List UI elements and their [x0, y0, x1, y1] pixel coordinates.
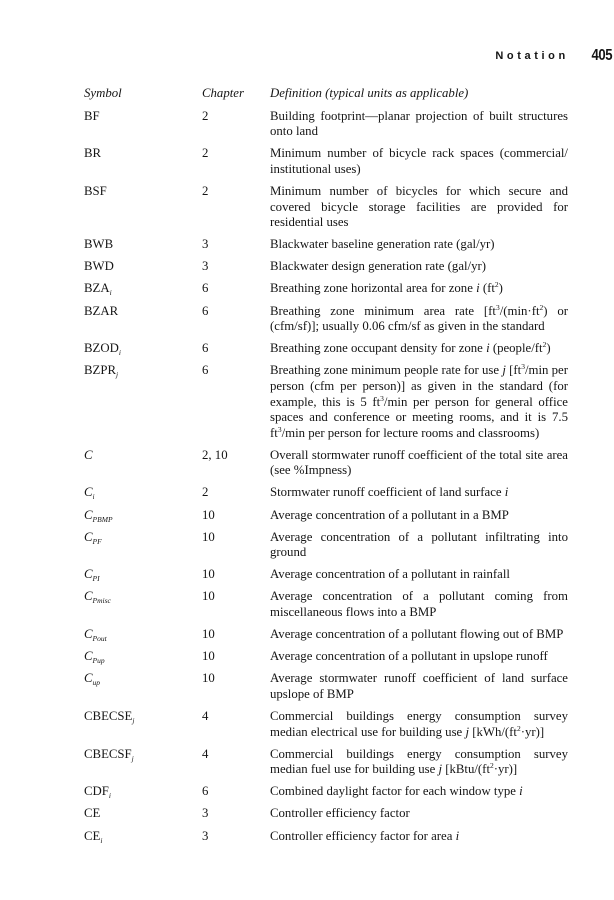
definition-text: ) — [498, 281, 503, 296]
symbol-text: C — [84, 447, 93, 462]
definition-cell — [270, 806, 568, 822]
symbol-subscript: up — [92, 678, 101, 688]
column-header-chapter: Chapter — [202, 86, 244, 100]
table-row — [84, 784, 568, 800]
symbol-cell — [84, 709, 202, 740]
definition-text: i — [476, 281, 480, 296]
definition-cell — [270, 649, 568, 665]
definition-text: /min per person for lecture rooms and classrooms) — [281, 425, 540, 440]
definition-text: j — [438, 762, 443, 777]
chapter-cell: 3 — [202, 806, 209, 821]
chapter-cell: 6 — [202, 363, 209, 378]
symbol-cell — [84, 281, 202, 297]
symbol-text: C — [84, 649, 93, 664]
definition-text: /min per person for general office spaces and conference or meeting rooms, and it is 7.5 ft — [270, 394, 568, 440]
chapter-cell: 2 — [202, 485, 209, 500]
definition-cell — [270, 747, 568, 778]
symbol-text: C — [84, 671, 93, 686]
definition-text: (ft — [479, 281, 495, 296]
definition-cell — [270, 784, 568, 800]
symbol-subscript: j — [116, 370, 119, 380]
symbol-text: C — [84, 529, 93, 544]
definition-text: i — [519, 784, 523, 799]
symbol-cell — [84, 649, 202, 665]
symbol-cell — [84, 747, 202, 778]
symbol-cell — [84, 485, 202, 501]
chapter-cell: 6 — [202, 784, 209, 799]
symbol-subscript: PF — [92, 536, 102, 546]
definition-cell — [270, 363, 568, 441]
symbol-text: BZPR — [84, 363, 117, 378]
notation-rows — [84, 109, 568, 845]
symbol-text: BF — [84, 108, 100, 123]
table-row — [84, 184, 568, 231]
definition-cell — [270, 829, 568, 845]
column-header-definition: Definition (typical units as applicable) — [270, 86, 469, 100]
definition-text: ) — [546, 341, 551, 356]
symbol-cell — [84, 508, 202, 524]
definition-superscript: 2 — [517, 723, 521, 733]
definition-cell — [270, 567, 568, 583]
symbol-cell — [84, 671, 202, 702]
symbol-subscript: PBMP — [92, 514, 113, 524]
chapter-cell: 6 — [202, 281, 209, 296]
definition-text: Breathing zone occupant density for zone — [270, 341, 487, 356]
definition-superscript: 3 — [380, 393, 384, 403]
symbol-cell — [84, 304, 202, 335]
definition-superscript: 2 — [542, 340, 547, 350]
table-row — [84, 747, 568, 778]
definition-text: Controller efficiency factor for area — [270, 828, 456, 843]
definition-cell — [270, 304, 568, 335]
definition-cell — [270, 146, 568, 177]
definition-text: Stormwater runoff coefficient of land surface — [270, 485, 505, 500]
page-number: 405 — [591, 47, 612, 64]
table-row — [84, 829, 568, 845]
definition-cell — [270, 530, 568, 561]
definition-text: Breathing zone minimum people rate for use — [270, 363, 503, 378]
chapter-cell: 2 — [202, 146, 209, 161]
definition-cell — [270, 237, 568, 253]
definition-superscript: 2 — [494, 280, 499, 290]
symbol-cell — [84, 363, 202, 441]
chapter-cell: 2, 10 — [202, 447, 228, 462]
definition-text: ·yr)] — [493, 762, 518, 777]
definition-superscript: 2 — [490, 761, 494, 771]
definition-cell — [270, 341, 568, 357]
symbol-text: CE — [84, 806, 101, 821]
definition-text: Breathing zone horizontal area for zone — [270, 281, 477, 296]
definition-cell — [270, 671, 568, 702]
symbol-text: CBECSE — [84, 709, 133, 723]
definition-cell — [270, 259, 568, 275]
symbol-cell — [84, 829, 202, 845]
symbol-cell — [84, 184, 202, 231]
table-row — [84, 709, 568, 740]
chapter-cell: 10 — [202, 529, 215, 544]
definition-text: Breathing zone minimum area rate [ft — [270, 303, 496, 318]
symbol-text: BR — [84, 146, 102, 161]
definition-text: i — [455, 828, 460, 843]
symbol-cell — [84, 109, 202, 140]
chapter-cell: 10 — [202, 507, 215, 522]
table-row — [84, 567, 568, 583]
table-row — [84, 281, 568, 297]
column-header-symbol: Symbol — [84, 86, 122, 100]
definition-superscript: 2 — [539, 302, 544, 312]
definition-text: Average concentration of a pollutant flowing out of BMP — [270, 627, 564, 642]
definition-text: Minimum number of bicycles for which secure and covered bicycle storage facilities are provided for residential uses — [270, 183, 568, 230]
symbol-cell — [84, 237, 202, 253]
symbol-text: CBECSF — [84, 746, 132, 761]
symbol-subscript: i — [109, 288, 112, 298]
table-row — [84, 109, 568, 140]
definition-text: Building footprint—planar projection of built structures onto land — [270, 108, 568, 139]
symbol-cell — [84, 627, 202, 643]
definition-text: Commercial buildings energy consumption survey median fuel use for building use — [270, 746, 568, 777]
definition-text: Average stormwater runoff coefficient of land surface upslope of BMP — [270, 671, 568, 701]
table-row — [84, 649, 568, 665]
symbol-cell — [84, 784, 202, 800]
definition-text: ) or (cfm/sf)]; usually 0.06 cfm/sf as given in the standard — [270, 303, 568, 334]
table-header-row — [84, 86, 568, 102]
table-row — [84, 363, 568, 441]
symbol-subscript: i — [100, 835, 103, 845]
definition-text: Average concentration of a pollutant in upslope runoff — [270, 649, 548, 664]
definition-text: Minimum number of bicycle rack spaces (commercial/ institutional uses) — [270, 146, 568, 176]
definition-text: ·yr)] — [520, 724, 545, 739]
symbol-text: BWD — [84, 259, 114, 274]
definition-text: j — [465, 724, 470, 739]
symbol-cell — [84, 448, 202, 479]
table-row — [84, 485, 568, 501]
definition-text: Controller efficiency factor — [270, 806, 410, 821]
symbol-subscript: i — [108, 791, 111, 801]
definition-text: [ft — [505, 363, 522, 378]
symbol-text: C — [84, 567, 93, 582]
definition-cell — [270, 508, 568, 524]
chapter-cell: 6 — [202, 341, 209, 356]
chapter-cell: 4 — [202, 709, 209, 723]
symbol-text: CE — [84, 828, 101, 843]
definition-text: Overall stormwater runoff coefficient of the total site area (see %Impness) — [270, 447, 568, 478]
symbol-cell — [84, 259, 202, 275]
definition-superscript: 3 — [495, 302, 500, 312]
symbol-cell — [84, 530, 202, 561]
symbol-subscript: Pout — [92, 634, 107, 644]
definition-cell — [270, 709, 568, 740]
definition-text: [kBtu/(ft — [442, 762, 490, 777]
symbol-subscript: j — [131, 753, 134, 763]
definition-text: Average concentration of a pollutant infiltrating into ground — [270, 529, 568, 560]
table-row — [84, 508, 568, 524]
chapter-cell: 10 — [202, 671, 215, 686]
definition-text: j — [502, 363, 506, 378]
definition-cell — [270, 589, 568, 620]
notation-table — [84, 86, 568, 851]
chapter-cell: 10 — [202, 567, 215, 582]
table-row — [84, 448, 568, 479]
symbol-text: C — [84, 485, 93, 500]
chapter-cell: 4 — [202, 746, 209, 761]
symbol-text: C — [84, 589, 93, 604]
table-row — [84, 237, 568, 253]
chapter-cell: 10 — [202, 589, 215, 604]
definition-text: Blackwater baseline generation rate (gal/yr) — [270, 237, 495, 252]
symbol-subscript: Pmisc — [92, 596, 111, 606]
symbol-subscript: i — [118, 348, 121, 358]
chapter-cell: 6 — [202, 303, 209, 318]
symbol-subscript: j — [132, 716, 135, 725]
definition-text: Average concentration of a pollutant coming from miscellaneous flows into a BMP — [270, 589, 568, 620]
symbol-subscript: Pup — [92, 656, 105, 666]
table-row — [84, 530, 568, 561]
chapter-cell: 10 — [202, 627, 215, 642]
symbol-cell — [84, 341, 202, 357]
table-row — [84, 806, 568, 822]
definition-text: [kWh/(ft — [469, 724, 517, 739]
table-row — [84, 146, 568, 177]
symbol-text: C — [84, 507, 93, 522]
symbol-text: CDF — [84, 784, 109, 799]
chapter-cell: 3 — [202, 259, 209, 274]
definition-cell — [270, 109, 568, 140]
definition-text: (people/ft — [489, 341, 543, 356]
definition-text: Commercial buildings energy consumption survey median electrical use for building use — [270, 709, 568, 739]
definition-text: Average concentration of a pollutant in rainfall — [270, 567, 510, 582]
definition-text: Blackwater design generation rate (gal/yr) — [270, 259, 487, 274]
definition-superscript: 3 — [277, 424, 282, 434]
chapter-cell: 3 — [202, 237, 209, 252]
symbol-cell — [84, 806, 202, 822]
symbol-text: C — [84, 627, 93, 642]
symbol-cell — [84, 567, 202, 583]
definition-cell — [270, 448, 568, 479]
chapter-cell: 10 — [202, 649, 215, 664]
symbol-text: BZAR — [84, 303, 119, 318]
symbol-subscript: i — [92, 492, 95, 502]
symbol-text: BWB — [84, 237, 114, 252]
symbol-text: BSF — [84, 183, 107, 198]
definition-superscript: 3 — [521, 362, 525, 372]
table-row — [84, 589, 568, 620]
chapter-cell: 2 — [202, 108, 209, 123]
table-row — [84, 671, 568, 702]
definition-cell — [270, 627, 568, 643]
definition-text: i — [486, 341, 490, 356]
symbol-text: BZA — [84, 281, 110, 296]
symbol-cell — [84, 146, 202, 177]
table-row — [84, 304, 568, 335]
symbol-text: BZOD — [84, 341, 119, 356]
running-header — [495, 44, 614, 68]
definition-cell — [270, 281, 568, 297]
symbol-subscript: PI — [92, 574, 100, 584]
definition-text: i — [504, 485, 509, 500]
definition-text: /(min·ft — [499, 303, 540, 318]
chapter-cell: 2 — [202, 183, 209, 198]
definition-text: Average concentration of a pollutant in a BMP — [270, 507, 509, 522]
symbol-cell — [84, 589, 202, 620]
chapter-cell: 3 — [202, 828, 209, 843]
table-row — [84, 259, 568, 275]
definition-text: Combined daylight factor for each window type — [270, 784, 520, 799]
table-row — [84, 341, 568, 357]
definition-cell — [270, 485, 568, 501]
section-title: Notation — [495, 50, 569, 62]
definition-cell — [270, 184, 568, 231]
table-row — [84, 627, 568, 643]
definition-text: /min per person (cfm per person)] as given in the standard (for example, this is 5 ft — [270, 363, 568, 409]
